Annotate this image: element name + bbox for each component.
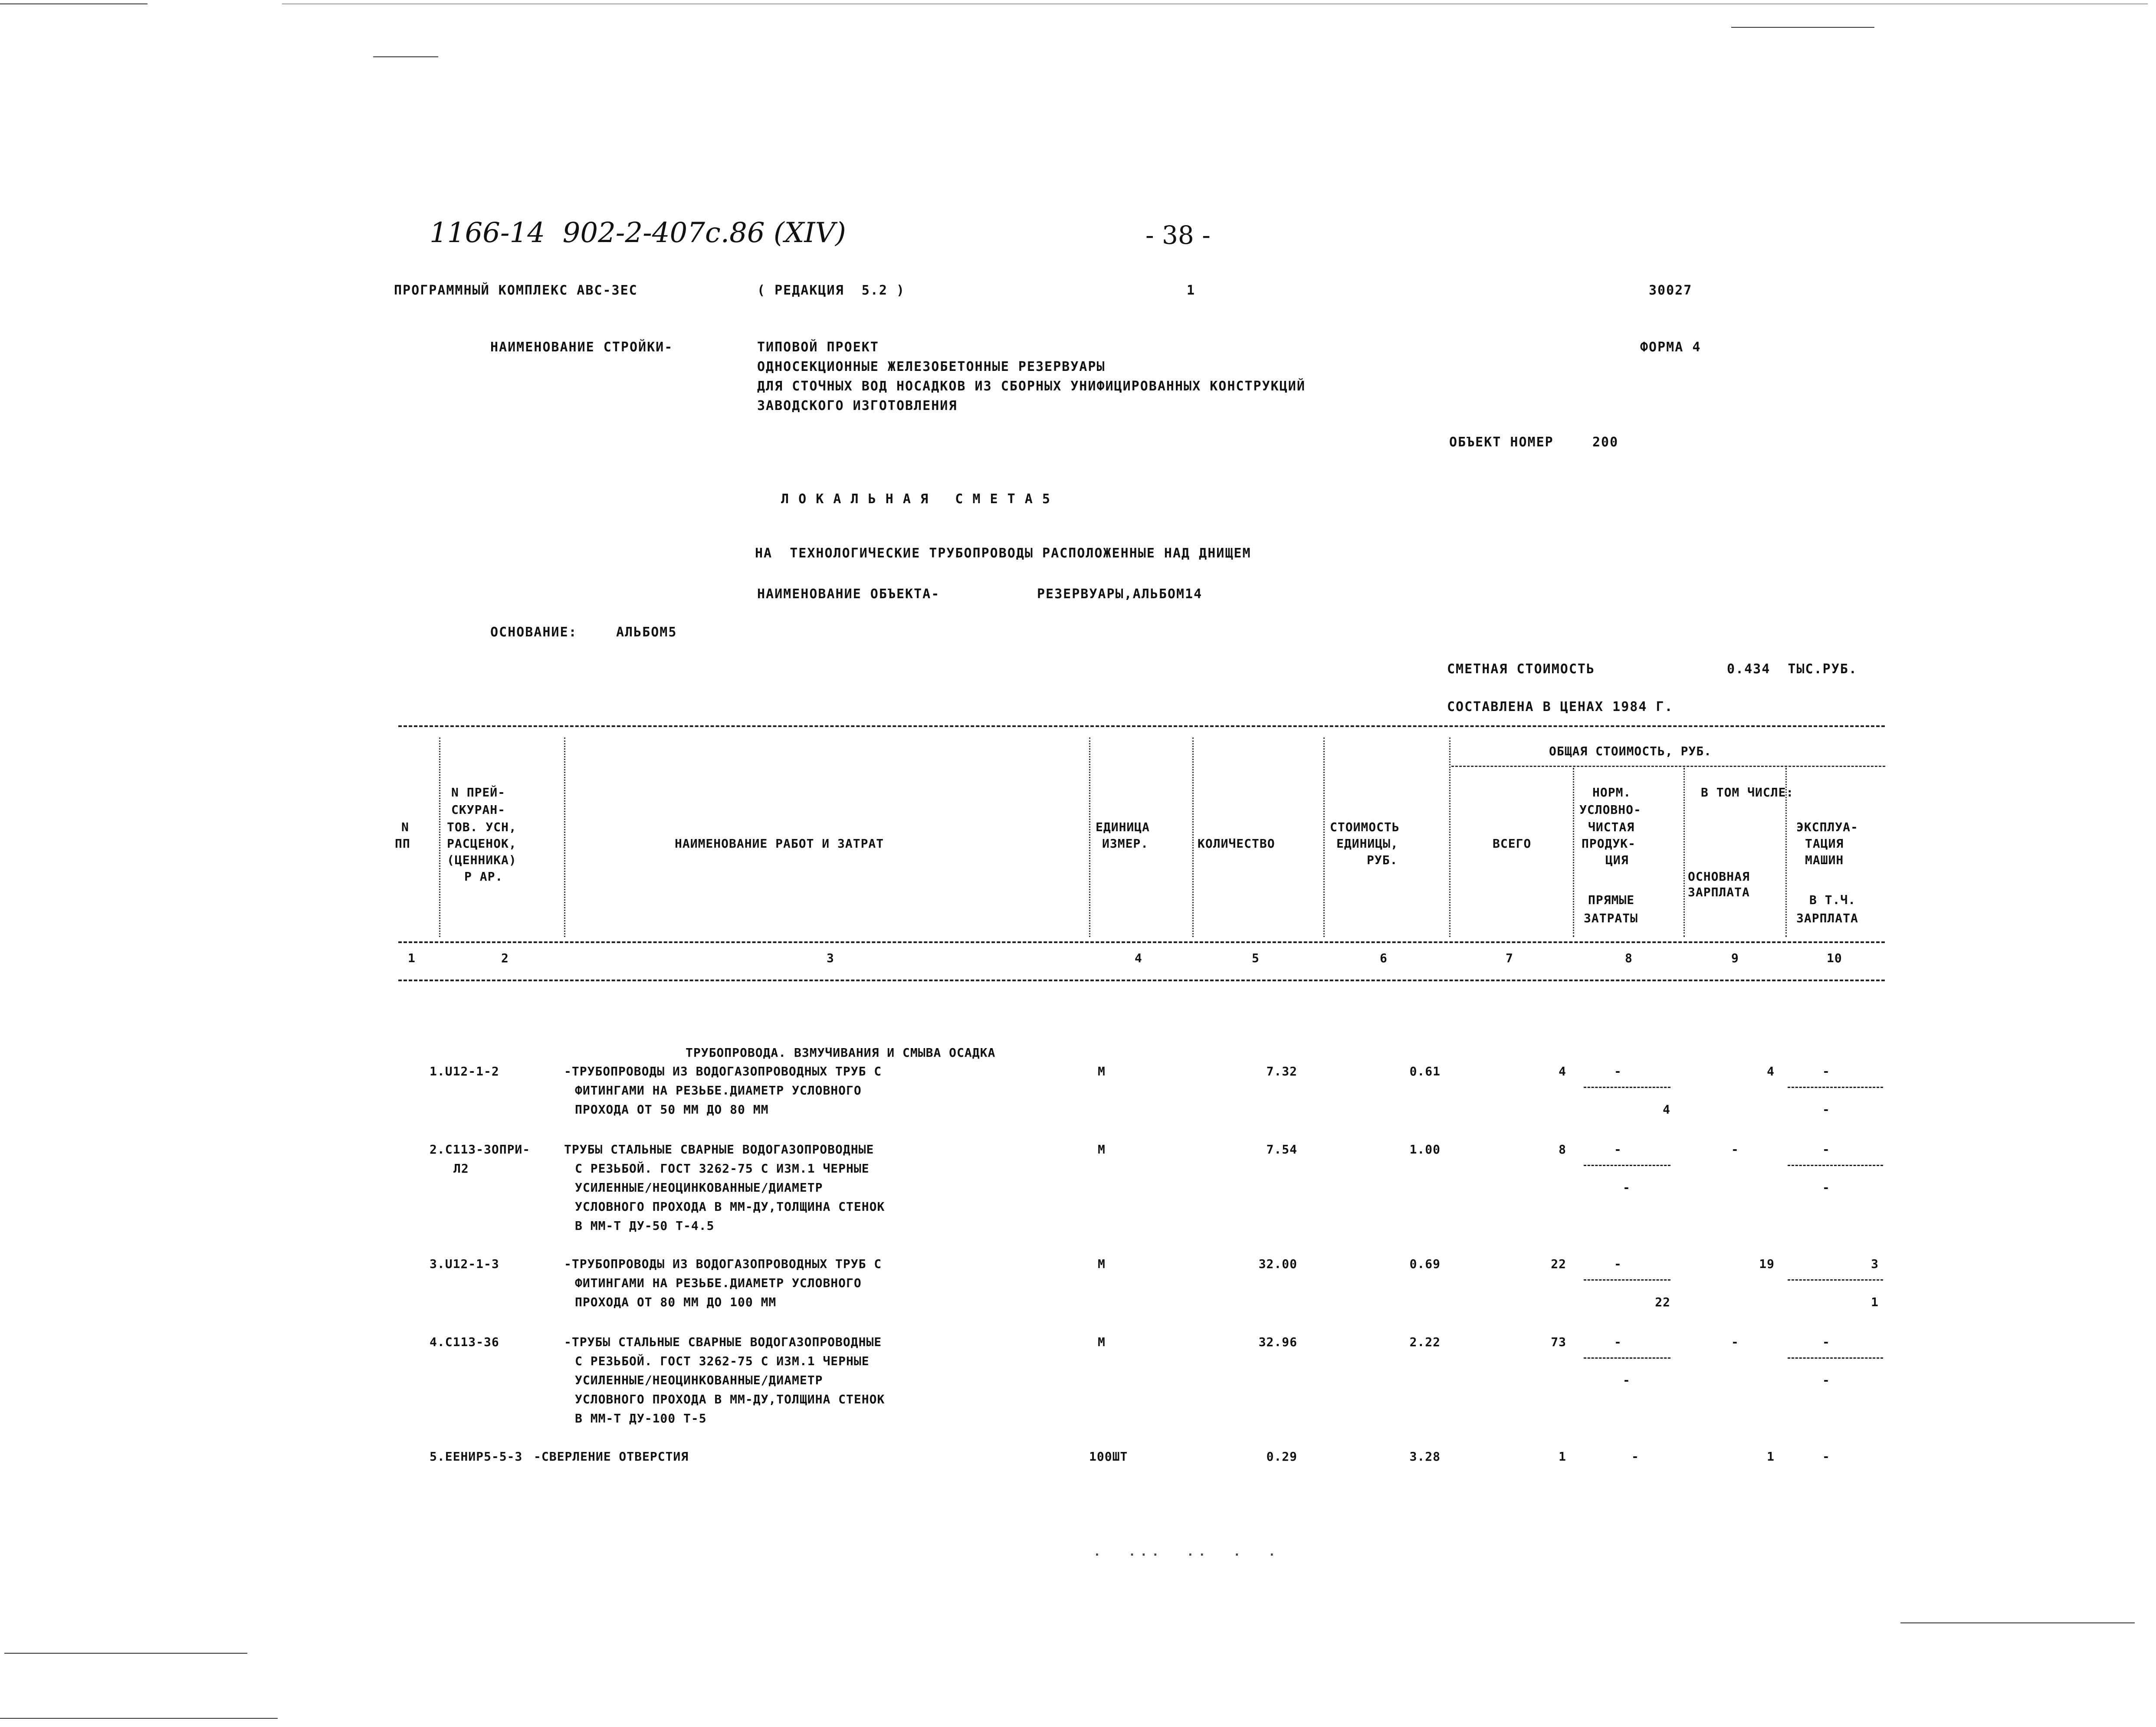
construction-line: ЗАВОДСКОГО ИЗГОТОВЛЕНИЯ	[757, 398, 958, 413]
col10-header: ЭКСПЛУА-	[1796, 820, 1858, 834]
row-unit: М	[1098, 1064, 1106, 1078]
column-number: 2	[501, 951, 509, 965]
row-subline	[1788, 1165, 1883, 1166]
page-number: - 38 -	[1145, 220, 1211, 250]
basis-value: АЛЬБОМ5	[616, 625, 677, 640]
row-c8b: 4	[1663, 1102, 1670, 1117]
cost-value: 0.434 ТЫС.РУБ.	[1727, 662, 1857, 677]
col2-header: ТОВ. УСН,	[447, 820, 517, 834]
column-separator	[1192, 737, 1194, 937]
scan-edge-mark	[373, 56, 438, 57]
row-total: 1	[1559, 1449, 1566, 1464]
row-unit: 100ШТ	[1089, 1449, 1128, 1464]
construction-line: ТИПОВОЙ ПРОЕКТ	[757, 340, 879, 355]
row-unit: М	[1098, 1142, 1106, 1157]
column-separator	[1449, 737, 1450, 937]
row-price: 1.00	[1409, 1142, 1441, 1157]
scan-edge-mark	[1731, 27, 1874, 28]
construction-line: ОДНОСЕКЦИОННЫЕ ЖЕЛЕЗОБЕТОННЫЕ РЕЗЕРВУАРЫ	[757, 359, 1106, 374]
col8-header: ЦИЯ	[1605, 853, 1629, 867]
row-c8b: 22	[1655, 1295, 1670, 1309]
row-c10b: -	[1822, 1102, 1830, 1117]
column-number: 5	[1252, 951, 1260, 965]
row-c10: -	[1822, 1064, 1830, 1078]
row-total: 73	[1551, 1335, 1566, 1349]
scan-edge-mark	[0, 3, 148, 4]
row-subline	[1584, 1279, 1670, 1281]
row-subline	[1584, 1087, 1670, 1088]
row-subline	[1584, 1357, 1670, 1359]
row-unit: М	[1098, 1257, 1106, 1271]
column-number: 3	[827, 951, 834, 965]
row-desc: В ММ-Т ДУ-100 Т-5	[575, 1411, 707, 1426]
row-qty: 32.00	[1258, 1257, 1297, 1271]
column-separator	[564, 737, 565, 937]
row-qty: 32.96	[1258, 1335, 1297, 1349]
row-desc: ФИТИНГАМИ НА РЕЗЬБЕ.ДИАМЕТР УСЛОВНОГО	[575, 1276, 862, 1290]
section-title: ТРУБОПРОВОДА. ВЗМУЧИВАНИЯ И СМЫВА ОСАДКА	[686, 1045, 996, 1060]
row-id: 4.C113-36	[430, 1335, 499, 1349]
column-number: 1	[408, 951, 416, 965]
row-unit: М	[1098, 1335, 1106, 1349]
column-separator	[439, 737, 440, 937]
col8b-header: ЗАТРАТЫ	[1584, 911, 1638, 925]
row-price: 0.61	[1409, 1064, 1441, 1078]
col1-header: N	[401, 820, 409, 834]
row-subline	[1788, 1357, 1883, 1359]
row-desc: УСИЛЕННЫЕ/НЕОЦИНКОВАННЫЕ/ДИАМЕТР	[575, 1373, 823, 1387]
column-number: 9	[1731, 951, 1739, 965]
col10b-header: ЗАРПЛАТА	[1796, 911, 1858, 925]
row-c8: -	[1614, 1064, 1622, 1078]
row-total: 8	[1559, 1142, 1566, 1157]
row-c9: 19	[1759, 1257, 1775, 1271]
header-subrule	[1451, 766, 1885, 767]
form-label: ФОРМА 4	[1640, 340, 1701, 355]
row-desc: -ТРУБЫ СТАЛЬНЫЕ СВАРНЫЕ ВОДОГАЗОПРОВОДНЫЕ	[564, 1335, 882, 1349]
object-name-value: РЕЗЕРВУАРЫ,АЛЬБОМ14	[1037, 587, 1203, 602]
estimate-subject: НА ТЕХНОЛОГИЧЕСКИЕ ТРУБОПРОВОДЫ РАСПОЛОЖЕННЫЕ НАД ДНИЩЕМ	[755, 546, 1251, 561]
row-c8: -	[1614, 1257, 1622, 1271]
row-c10: 3	[1871, 1257, 1879, 1271]
col9-header: ЗАРПЛАТА	[1688, 885, 1750, 899]
row-c8: -	[1631, 1449, 1639, 1464]
scan-noise: . ... .. . .	[1093, 1544, 1280, 1559]
col1-header: ПП	[395, 836, 410, 851]
column-separator	[1089, 737, 1090, 937]
row-c9: 1	[1767, 1449, 1775, 1464]
row-desc: ПРОХОДА ОТ 50 ММ ДО 80 ММ	[575, 1102, 769, 1117]
col8-header: ЧИСТАЯ	[1588, 820, 1635, 834]
table-rule-top	[398, 725, 1885, 727]
row-id: 2.C113-3ОПРИ-	[430, 1142, 531, 1157]
estimate-title: Л О К А Л Ь Н А Я С М Е Т А 5	[781, 492, 1051, 507]
row-subline	[1584, 1165, 1670, 1166]
program-sheet: 1	[1187, 283, 1196, 298]
col8-header: ПРОДУК-	[1582, 836, 1636, 851]
column-number: 8	[1625, 951, 1633, 965]
construction-label: НАИМЕНОВАНИЕ СТРОЙКИ-	[490, 340, 673, 355]
object-name-label: НАИМЕНОВАНИЕ ОБЪЕКТА-	[757, 587, 940, 602]
row-c8b: -	[1623, 1373, 1631, 1387]
row-desc: УСЛОВНОГО ПРОХОДА В ММ-ДУ,ТОЛЩИНА СТЕНОК	[575, 1199, 885, 1214]
object-number: 200	[1592, 435, 1619, 450]
col5-header: КОЛИЧЕСТВО	[1198, 836, 1275, 851]
col6-header: РУБ.	[1367, 853, 1398, 867]
col4-header: ЕДИНИЦА	[1096, 820, 1150, 834]
row-desc: ТРУБЫ СТАЛЬНЫЕ СВАРНЫЕ ВОДОГАЗОПРОВОДНЫЕ	[564, 1142, 874, 1157]
table-rule-bottom	[398, 980, 1885, 981]
row-desc: ФИТИНГАМИ НА РЕЗЬБЕ.ДИАМЕТР УСЛОВНОГО	[575, 1083, 862, 1098]
subgroup-header: В ТОМ ЧИСЛЕ:	[1701, 785, 1794, 800]
row-c10: -	[1822, 1449, 1830, 1464]
row-total: 4	[1559, 1064, 1566, 1078]
row-c10: -	[1822, 1142, 1830, 1157]
row-price: 0.69	[1409, 1257, 1441, 1271]
col2-header: (ЦЕННИКА)	[447, 853, 517, 867]
row-id: 1.U12-1-2	[430, 1064, 499, 1078]
column-separator	[1323, 737, 1325, 937]
col2-header: СКУРАН-	[451, 803, 506, 817]
col6-header: СТОИМОСТЬ	[1330, 820, 1400, 834]
column-number: 4	[1135, 951, 1142, 965]
scan-edge-mark	[4, 1653, 247, 1654]
col10b-header: В Т.Ч.	[1809, 893, 1856, 907]
row-desc: УСИЛЕННЫЕ/НЕОЦИНКОВАННЫЕ/ДИАМЕТР	[575, 1180, 823, 1195]
col2-header: РАСЦЕНОК,	[447, 836, 517, 851]
program-edition: ( РЕДАКЦИЯ 5.2 )	[757, 283, 906, 298]
col8b-header: ПРЯМЫЕ	[1588, 893, 1635, 907]
row-id: 5.ЕЕНИР5-5-3	[430, 1449, 523, 1464]
handwritten-note: 1166-14 902-2-407c.86 (XIV)	[430, 217, 846, 249]
row-c9: 4	[1767, 1064, 1775, 1078]
col9-header: ОСНОВНАЯ	[1688, 869, 1750, 884]
col2-header: N ПРЕЙ-	[451, 785, 506, 800]
col10-header: ТАЦИЯ	[1805, 836, 1844, 851]
row-c8b: -	[1623, 1180, 1631, 1195]
col6-header: ЕДИНИЦЫ,	[1336, 836, 1398, 851]
scan-edge-mark	[282, 3, 2148, 4]
row-desc: -ТРУБОПРОВОДЫ ИЗ ВОДОГАЗОПРОВОДНЫХ ТРУБ С	[564, 1257, 882, 1271]
row-desc: С РЕЗЬБОЙ. ГОСТ 3262-75 С ИЗМ.1 ЧЕРНЫЕ	[575, 1354, 870, 1368]
row-total: 22	[1551, 1257, 1566, 1271]
row-c10b: 1	[1871, 1295, 1879, 1309]
row-c10: -	[1822, 1335, 1830, 1349]
col8-header: НОРМ.	[1592, 785, 1631, 800]
row-price: 2.22	[1409, 1335, 1441, 1349]
row-id: Л2	[453, 1161, 469, 1176]
prices-note: СОСТАВЛЕНА В ЦЕНАХ 1984 Г.	[1447, 699, 1674, 714]
basis-label: ОСНОВАНИЕ:	[490, 625, 578, 640]
col2-header: Р АР.	[464, 869, 503, 884]
col4-header: ИЗМЕР.	[1102, 836, 1149, 851]
scan-edge-mark	[1900, 1622, 2135, 1623]
row-qty: 7.54	[1266, 1142, 1297, 1157]
total-group-header: ОБЩАЯ СТОИМОСТЬ, РУБ.	[1549, 744, 1712, 758]
cost-label: СМЕТНАЯ СТОИМОСТЬ	[1447, 662, 1595, 677]
row-id: 3.U12-1-3	[430, 1257, 499, 1271]
row-c8: -	[1614, 1142, 1622, 1157]
row-c10b: -	[1822, 1373, 1830, 1387]
column-number: 7	[1506, 951, 1513, 965]
row-subline	[1788, 1279, 1883, 1281]
row-subline	[1788, 1087, 1883, 1088]
row-desc: ПРОХОДА ОТ 80 ММ ДО 100 ММ	[575, 1295, 777, 1309]
row-desc: -СВЕРЛЕНИЕ ОТВЕРСТИЯ	[534, 1449, 689, 1464]
row-desc: УСЛОВНОГО ПРОХОДА В ММ-ДУ,ТОЛЩИНА СТЕНОК	[575, 1392, 885, 1406]
table-rule-mid	[398, 941, 1885, 943]
object-label: ОБЪЕКТ НОМЕР	[1449, 435, 1554, 450]
row-desc: В ММ-Т ДУ-50 Т-4.5	[575, 1219, 715, 1233]
column-number: 6	[1380, 951, 1388, 965]
col7-header: ВСЕГО	[1493, 836, 1532, 851]
row-desc: С РЕЗЬБОЙ. ГОСТ 3262-75 С ИЗМ.1 ЧЕРНЫЕ	[575, 1161, 870, 1176]
col8-header: УСЛОВНО-	[1579, 803, 1641, 817]
column-separator	[1683, 768, 1685, 937]
column-separator	[1573, 768, 1574, 937]
program-code: 30027	[1649, 283, 1693, 298]
row-c8: -	[1614, 1335, 1622, 1349]
column-number: 10	[1827, 951, 1842, 965]
row-c9: -	[1731, 1142, 1739, 1157]
construction-line: ДЛЯ СТОЧНЫХ ВОД НОСАДКОВ ИЗ СБОРНЫХ УНИФИЦИРОВАННЫХ КОНСТРУКЦИЙ	[757, 379, 1306, 394]
row-qty: 7.32	[1266, 1064, 1297, 1078]
col10-header: МАШИН	[1805, 853, 1844, 867]
row-c10b: -	[1822, 1180, 1830, 1195]
program-name: ПРОГРАММНЫЙ КОМПЛЕКС АВС-3ЕС	[394, 283, 638, 298]
scan-edge-mark	[0, 1718, 278, 1719]
row-price: 3.28	[1409, 1449, 1441, 1464]
col3-header: НАИМЕНОВАНИЕ РАБОТ И ЗАТРАТ	[675, 836, 884, 851]
row-qty: 0.29	[1266, 1449, 1297, 1464]
row-c9: -	[1731, 1335, 1739, 1349]
row-desc: -ТРУБОПРОВОДЫ ИЗ ВОДОГАЗОПРОВОДНЫХ ТРУБ С	[564, 1064, 882, 1078]
